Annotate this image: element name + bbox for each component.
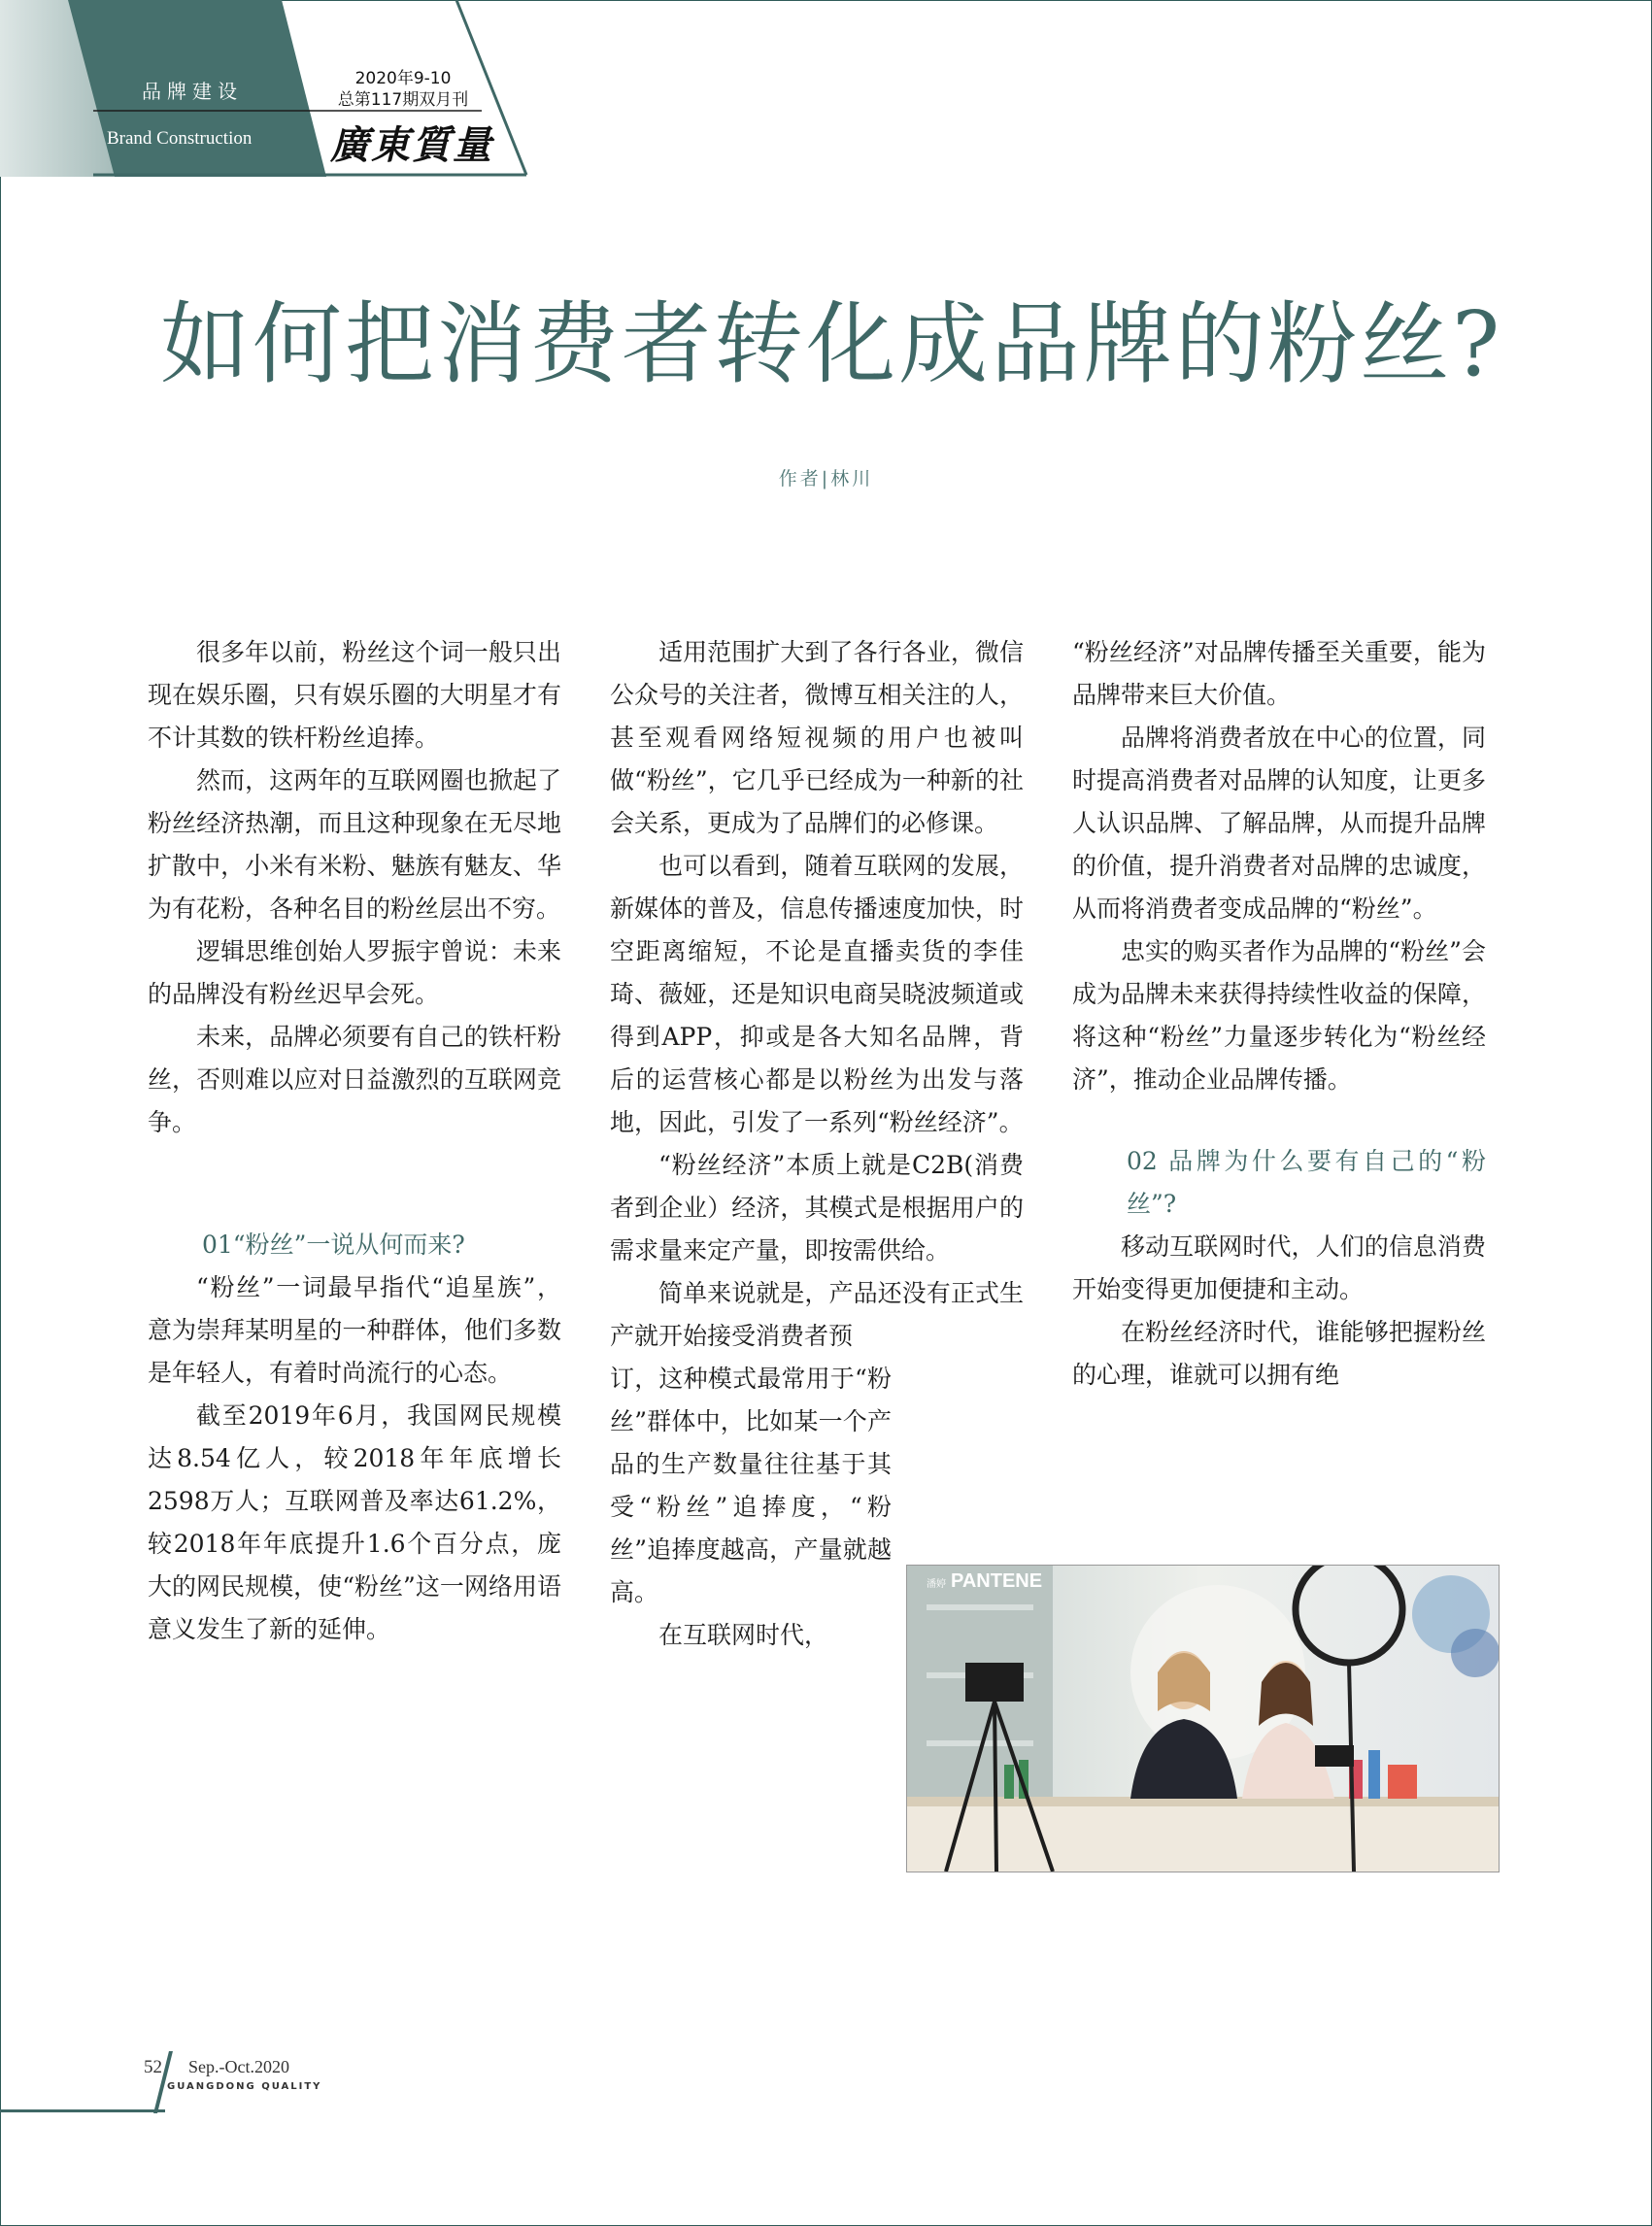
header-section-en: Brand Construction: [107, 128, 253, 149]
paragraph: 移动互联网时代，人们的信息消费开始变得更加便捷和主动。: [1072, 1232, 1486, 1303]
paragraph: 订，这种模式最常用于“粉丝”群体中，比如某一个产品的生产数量往往基于其受“粉丝”追捧度，“粉丝”追捧度越高，产量就越高。: [610, 1365, 892, 1606]
brand-sign-sub: 潘婷: [927, 1579, 946, 1590]
footer-date: Sep.-Oct.2020: [188, 2057, 289, 2076]
paragraph: 很多年以前，粉丝这个词一般只出现在娱乐圈，只有娱乐圈的大明星才有不计其数的铁杆粉丝追捧。: [148, 638, 561, 752]
paragraph: 在互联网时代，: [658, 1621, 829, 1649]
footer-rule: [0, 2109, 165, 2112]
brand-sign: PANTENE: [951, 1570, 1043, 1592]
footer-publication: GUANGDONG QUALITY: [167, 2081, 322, 2092]
header-section: 品牌建设: [142, 80, 243, 103]
byline: 作者|林川: [778, 468, 874, 489]
paragraph: 忠实的购买者作为品牌的“粉丝”会成为品牌未来获得持续性收益的保障，将这种“粉丝”力量逐步转化为“粉丝经济”，推动企业品牌传播。: [1072, 937, 1486, 1094]
column-2: [610, 631, 1024, 1657]
paragraph: 截至2019年6月，我国网民规模达8.54亿人，较2018年年底增长2598万人；互联网普及率达61.2%，较2018年年底提升1.6个百分点，庞大的网民规模，使“粉丝”这一网络用语意义发生了新的延伸。: [148, 1401, 561, 1643]
paragraph: “粉丝”一词最早指代“追星族”，意为崇拜某明星的一种群体，他们多数是年轻人，有着时尚流行的心态。: [148, 1273, 561, 1387]
paragraph: “粉丝经济”对品牌传播至关重要，能为品牌带来巨大价值。: [1072, 638, 1486, 709]
livestream-photo: [906, 1565, 1500, 1872]
section-heading-02: 02 品牌为什么要有自己的“粉丝”?: [1127, 1147, 1486, 1218]
paragraph: 逻辑思维创始人罗振宇曾说：未来的品牌没有粉丝迟早会死。: [148, 937, 561, 1008]
column-3: [1072, 631, 1486, 1397]
paragraph: 品牌将消费者放在中心的位置，同时提高消费者对品牌的认知度，让更多人认识品牌、了解品牌，从而提升品牌的价值，提升消费者对品牌的忠诚度，从而将消费者变成品牌的“粉丝”。: [1072, 724, 1486, 923]
page-number: 52: [144, 2057, 162, 2077]
paragraph: “粉丝经济”本质上就是C2B(消费者到企业）经济，其模式是根据用户的需求量来定产量，即按需供给。: [610, 1151, 1024, 1265]
paragraph: 适用范围扩大到了各行各业，微信公众号的关注者，微博互相关注的人，甚至观看网络短视频的用户也被叫做“粉丝”，它几乎已经成为一种新的社会关系，更成为了品牌们的必修课。: [610, 638, 1024, 837]
paragraph: 也可以看到，随着互联网的发展，新媒体的普及，信息传播速度加快，时空距离缩短，不论是直播卖货的李佳琦、薇娅，还是知识电商吴晓波频道或得到APP，抑或是各大知名品牌，背后的运营核心都是以粉丝为出发与落地，因此，引发了一系列“粉丝经济”。: [610, 852, 1024, 1136]
issue-date: 2020年9-10: [354, 69, 452, 88]
issue-number: 总第117期双月刊: [337, 90, 469, 110]
column-1: [148, 631, 561, 1651]
header-issue: [320, 68, 486, 111]
paragraph: 在粉丝经济时代，谁能够把握粉丝的心理，谁就可以拥有绝: [1072, 1318, 1486, 1389]
article-title: 如何把消费者转化成品牌的粉丝?: [160, 292, 1503, 396]
paragraph: 简单来说就是，产品还没有正式生产就开始接受消费者预: [610, 1279, 1024, 1350]
magazine-logo: 廣東質量: [330, 122, 493, 168]
paragraph: 然而，这两年的互联网圈也掀起了粉丝经济热潮，而且这种现象在无尽地扩散中，小米有米粉、魅族有魅友、华为有花粉，各种名目的粉丝层出不穷。: [148, 766, 561, 923]
paragraph: 未来，品牌必须要有自己的铁杆粉丝，否则难以应对日益激烈的互联网竞争。: [148, 1023, 561, 1136]
section-heading-01: 01“粉丝”一说从何而来?: [202, 1231, 465, 1259]
